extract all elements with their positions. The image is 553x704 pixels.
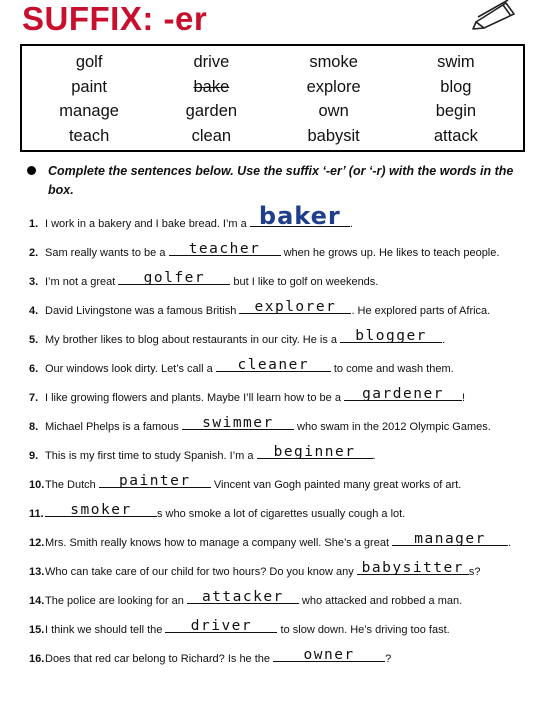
answer-text: baker [258,202,341,230]
sentence-item [29,272,378,288]
sentence-text-after: to slow down. He’s driving too fast. [277,624,450,636]
answer-blank[interactable] [239,301,351,314]
word-box-word: drive [193,53,230,71]
sentence-text-before: Does that red car belong to Richard? Is he the [45,653,274,665]
sentence-item [29,359,454,375]
answer-blank[interactable] [357,562,469,575]
answer-text: explorer [254,299,337,315]
word-box-word: teach [68,126,110,145]
sentence-text-after: Vincent van Gogh painted many great works of art. [210,479,462,491]
answer-blank[interactable] [344,388,462,401]
sentence-text-before: Michael Phelps is a famous [45,421,182,433]
sentence-text-before: I work in a bakery and I bake bread. I’m a [45,218,250,230]
sentence-text-after: when he grows up. He likes to teach people. [280,247,500,259]
sentence-number: 4. [29,305,39,317]
sentence-number: 14. [29,595,45,607]
answer-blank[interactable] [250,202,350,230]
answer-blank[interactable] [273,649,385,662]
word-box-word: clean [191,126,232,145]
word-box-word: manage [59,102,119,120]
answer-text: gardener [362,386,444,402]
sentence-text-after: ! [462,392,466,404]
word-box-word: golf [75,53,103,71]
answer-blank[interactable] [165,620,277,633]
sentence-text-before: This is my first time to study Spanish. I’m a [45,450,257,462]
sentence-text-after: . [508,537,512,549]
instructions: Complete the sentences below. Use the suffix ‘-er’ (or ‘-r) with the words in the box. [48,164,514,197]
sentence-text-before: David Livingstone was a famous British [45,305,240,317]
answer-blank[interactable] [257,446,373,459]
sentence-item [29,620,450,636]
sentence-number: 11. [29,508,44,520]
sentence-text-before: My brother likes to blog about restaurants in our city. He is a [45,334,341,346]
answer-blank[interactable] [45,504,157,517]
sentence-item [29,388,465,404]
sentence-text-after: . [349,218,353,230]
word-box-word: attack [433,126,478,145]
sentence-item [29,301,490,317]
sentence-item [29,475,461,491]
answer-text: swimmer [202,415,274,431]
sentence-text-after: . [372,450,376,462]
sentence-item [29,243,499,259]
answer-text: cleaner [237,357,310,373]
word-box-word: garden [185,102,238,120]
sentence-number: 8. [29,421,39,433]
word-box-word: babysit [307,126,360,145]
word-box [20,44,525,152]
sentence-text-before: Mrs. Smith really knows how to manage a company well. She’s a great [45,537,393,549]
sentence-number: 6. [29,363,39,375]
sentence-number: 5. [29,334,39,346]
word-box-word: swim [437,53,475,71]
sentence-item [29,533,511,549]
sentence-text-after: but I like to golf on weekends. [230,276,379,288]
word-box-word: begin [435,102,477,120]
word-box-word: blog [440,77,472,96]
sentence-item [29,446,376,462]
sentence-number: 13. [29,566,45,578]
sentence-text-after: to come and wash them. [330,363,454,375]
sentence-number: 9. [29,450,39,462]
sentence-number: 1. [29,218,39,230]
answer-text: blogger [355,328,427,344]
sentence-item [29,649,391,665]
sentence-text-before: Sam really wants to be a [45,247,169,259]
answer-text: beginner [273,444,356,460]
sentence-text-after: s? [468,566,481,578]
sentence-text-before: Our windows look dirty. Let’s call a [45,363,216,375]
answer-blank[interactable] [216,359,331,372]
word-box-word: smoke [309,53,358,71]
word-box-word: bake [193,77,230,96]
answer-blank[interactable] [340,330,442,343]
sentence-text-before: The police are looking for an [45,595,187,607]
answer-blank[interactable] [99,475,211,488]
bullet-icon [27,166,36,175]
sentence-text-after: who attacked and robbed a man. [298,595,463,607]
sentence-number: 12. [29,537,45,549]
worksheet-title: SUFFIX: -er [22,0,208,37]
answer-text: smoker [70,502,132,518]
sentence-item [29,202,353,230]
answer-blank[interactable] [187,591,299,604]
sentence-number: 7. [29,392,39,404]
answer-blank[interactable] [392,533,508,546]
answer-blank[interactable] [182,417,294,430]
answer-text: attacker [201,589,284,605]
sentence-number: 15. [29,624,45,636]
answer-blank[interactable] [169,243,281,256]
sentence-text-after: ? [385,653,392,665]
sentence-text-before: I like growing flowers and plants. Maybe I’ll learn how to be a [45,392,344,404]
sentence-number: 16. [29,653,45,665]
sentence-number: 3. [29,276,39,288]
sentence-number: 2. [29,247,39,259]
sentence-text-after: . He explored parts of Africa. [351,305,491,317]
sentence-text-after: . [442,334,446,346]
sentence-text-before: The Dutch [45,479,99,491]
word-box-word: paint [71,77,108,96]
answer-text: driver [190,618,253,634]
sentence-text-after: who swam in the 2012 Olympic Games. [293,421,491,433]
answer-text: owner [303,647,355,663]
answer-blank[interactable] [118,272,230,285]
answer-text: golfer [143,270,206,286]
sentence-number: 10. [29,479,45,491]
sentence-item [29,591,462,607]
sentence-text-before: I’m not a great [45,276,119,288]
sentence-item [29,504,405,520]
word-box-word: explore [306,77,361,96]
pencil-icon [470,0,520,30]
sentence-text-after: s who smoke a lot of cigarettes usually cough a lot. [157,508,406,520]
sentence-item [29,417,491,433]
sentence-item [29,330,445,346]
sentence-item [29,562,480,578]
answer-text: manager [414,531,486,547]
answer-text: teacher [188,241,261,257]
answer-text: babysitter [361,560,464,576]
sentence-text-before: I think we should tell the [45,624,166,636]
word-box-word: own [318,102,349,120]
answer-text: painter [119,473,191,489]
sentence-text-before: Who can take care of our child for two hours? Do you know any [45,566,357,578]
